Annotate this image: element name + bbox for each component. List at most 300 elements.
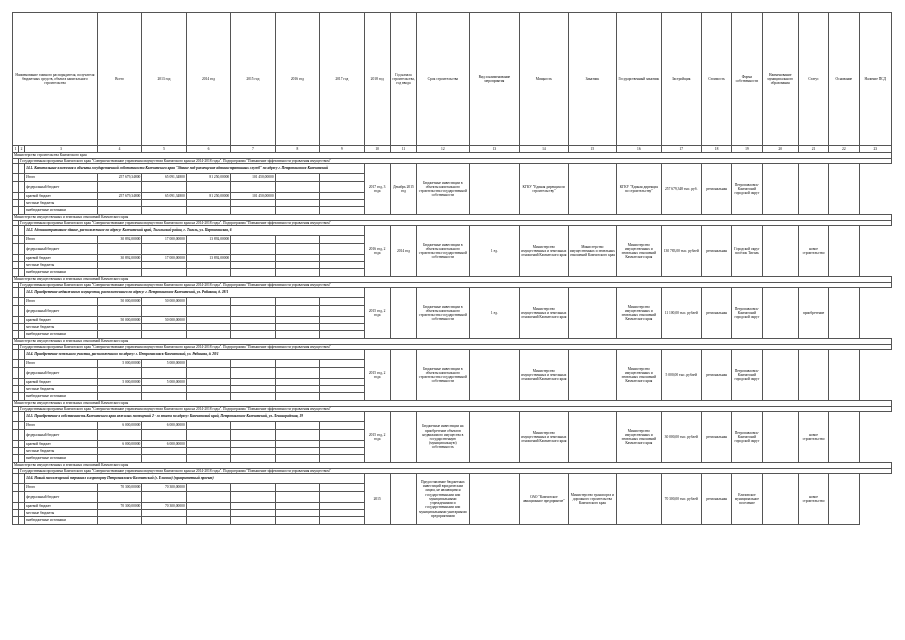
object-number: 14.5. xyxy=(26,414,34,419)
basis-cell xyxy=(798,350,828,401)
object-title-row xyxy=(13,412,892,422)
amount-cell: 13 892,00000 xyxy=(186,236,230,244)
cost-cell: 130 783,00 тыс. рублей xyxy=(661,226,701,277)
column-number: 2 xyxy=(19,146,25,153)
column-number: 7 xyxy=(231,146,275,153)
amount-cell xyxy=(320,441,364,448)
amount-cell xyxy=(231,255,275,262)
amount-cell xyxy=(231,262,275,269)
power-cell: 1 ед. xyxy=(469,288,520,339)
psd-cell xyxy=(829,474,859,525)
amount-cell xyxy=(142,331,186,339)
amount-cell xyxy=(320,262,364,269)
program-title: Государственная программа Камчатского края "Совершенствование управления имуществом Камчатского края на 2014-2018 годы". Подпрограмма "Повышение эффективности управления имуществом" xyxy=(19,468,892,474)
amount-cell xyxy=(275,386,319,393)
amount-cell xyxy=(320,324,364,331)
amount-cell: 81 250,00000 xyxy=(186,174,230,182)
amount-cell: 70 300,00000 xyxy=(97,503,141,510)
amount-cell xyxy=(97,262,141,269)
amount-cell xyxy=(97,207,141,215)
psd-cell xyxy=(829,412,859,463)
customer-cell: Министерство имущественных и земельных отношений Камчатского края xyxy=(520,412,568,463)
amount-cell xyxy=(231,422,275,430)
basis-cell: новое строительство xyxy=(798,412,828,463)
object-title-row xyxy=(13,226,892,236)
amount-cell xyxy=(97,269,141,277)
amount-cell xyxy=(142,306,186,317)
amount-cell xyxy=(186,517,230,525)
state-customer-cell xyxy=(568,288,616,339)
object-title xyxy=(25,474,364,484)
cost-cell: 257 679,348 тыс. руб. xyxy=(661,164,701,215)
amount-cell: 6 000,00000 xyxy=(142,441,186,448)
amount-cell xyxy=(186,441,230,448)
funding-label: краевой бюджет xyxy=(25,503,98,510)
amount-cell xyxy=(231,236,275,244)
funding-label: Итого xyxy=(25,174,98,182)
amount-cell xyxy=(97,492,141,503)
amount-cell xyxy=(142,455,186,463)
amount-cell xyxy=(186,331,230,339)
header-power: Мощность xyxy=(520,13,568,146)
amount-cell xyxy=(142,448,186,455)
amount-cell xyxy=(231,324,275,331)
column-number: 13 xyxy=(469,146,520,153)
amount-cell: 257 679,34800 xyxy=(97,174,141,182)
header-2018: 2018 год xyxy=(364,13,390,146)
amount-cell: 5 000,00000 xyxy=(97,379,141,386)
term-cell xyxy=(390,412,416,463)
header-customer: Заказчик xyxy=(568,13,616,146)
amount-cell: 17 000,00000 xyxy=(142,236,186,244)
amount-cell xyxy=(231,517,275,525)
amount-cell xyxy=(231,298,275,306)
customer-cell: Министерство имущественных и земельных отношений Камчатского края xyxy=(520,350,568,401)
amount-cell xyxy=(320,182,364,193)
header-2015: 2015 год xyxy=(231,13,275,146)
amount-cell: 30 892,00000 xyxy=(97,236,141,244)
column-number: 16 xyxy=(617,146,661,153)
section-title: Министерство строительства Камчатского края xyxy=(13,153,892,159)
amount-cell xyxy=(186,182,230,193)
amount-cell xyxy=(142,430,186,441)
amount-cell: 70 300,00000 xyxy=(97,484,141,492)
object-title xyxy=(25,226,364,236)
header-2014: 2014 год xyxy=(186,13,230,146)
funding-label: местные бюджеты xyxy=(25,262,98,269)
amount-cell xyxy=(275,422,319,430)
amount-cell xyxy=(320,200,364,207)
amount-cell xyxy=(231,368,275,379)
amount-cell xyxy=(142,324,186,331)
amount-cell xyxy=(231,200,275,207)
object-title-row xyxy=(13,164,892,174)
ownership-cell: региональная xyxy=(701,288,731,339)
amount-cell xyxy=(186,269,230,277)
funding-label: федеральный бюджет xyxy=(25,182,98,193)
object-number: 14.1. xyxy=(26,166,34,171)
section-title: Министерство имущественных и земельных отношений Камчатского края xyxy=(13,339,892,345)
municipality-cell: Петропавловск-Камчатский городской округ xyxy=(732,164,762,215)
power-cell: 1 ед. xyxy=(469,226,520,277)
amount-cell xyxy=(275,298,319,306)
funding-label: внебюджетные источники xyxy=(25,331,98,339)
amount-cell xyxy=(275,430,319,441)
header-2013: 2013 год xyxy=(142,13,186,146)
measure-cell: Бюджетные инвестиции в объекты капитального строительства государственной собственности xyxy=(417,226,470,277)
amount-cell xyxy=(275,255,319,262)
column-number: 10 xyxy=(364,146,390,153)
column-number: 18 xyxy=(701,146,731,153)
status-cell xyxy=(762,474,798,525)
amount-cell xyxy=(320,503,364,510)
header-term: Срок строительства xyxy=(417,13,470,146)
municipality-cell: Петропавловск-Камчатский городской округ xyxy=(732,350,762,401)
ownership-cell: региональная xyxy=(701,164,731,215)
amount-cell xyxy=(142,269,186,277)
amount-cell xyxy=(97,324,141,331)
amount-cell xyxy=(231,360,275,368)
funding-label: краевой бюджет xyxy=(25,441,98,448)
state-customer-cell xyxy=(568,412,616,463)
header-measure: Вид и наименование мероприятия xyxy=(469,13,520,146)
basis-cell: приобретение xyxy=(798,288,828,339)
amount-cell xyxy=(97,306,141,317)
column-number: 17 xyxy=(661,146,701,153)
amount-cell xyxy=(97,510,141,517)
amount-cell xyxy=(275,455,319,463)
amount-cell xyxy=(275,317,319,324)
amount-cell xyxy=(186,503,230,510)
customer-cell: КГКУ "Единая дирекция по строительству" xyxy=(520,164,568,215)
amount-cell xyxy=(186,430,230,441)
object-title-row xyxy=(13,474,892,484)
amount-cell xyxy=(142,510,186,517)
amount-cell xyxy=(320,360,364,368)
term-cell xyxy=(390,288,416,339)
header-cost: Стоимость xyxy=(701,13,731,146)
amount-cell: 65 091,34800 xyxy=(142,193,186,200)
amount-cell xyxy=(275,492,319,503)
amount-cell: 70 300,00000 xyxy=(142,503,186,510)
amount-cell xyxy=(320,193,364,200)
column-number: 1 xyxy=(13,146,19,153)
object-name: Приобретение недвижимого имущества, расположенного по адресу: г. Петропавловск-Камчатский, ул. Рябикова, д. 28/1 xyxy=(34,290,229,295)
amount-cell xyxy=(186,360,230,368)
amount-cell xyxy=(231,510,275,517)
amount-cell xyxy=(231,448,275,455)
amount-cell xyxy=(97,430,141,441)
funding-label: Итого xyxy=(25,422,98,430)
amount-cell xyxy=(186,386,230,393)
start-year-cell: 2016 год, 2 года xyxy=(364,226,390,277)
term-cell: 2014 год xyxy=(390,226,416,277)
measure-cell: Предоставление бюджетных инвестиций юридическим лицам, не являющимся государственными или муниципальными учреждениями и государственными или муниципальными унитарными предприятиями xyxy=(417,474,470,525)
object-name: Административное здание, расположенное по адресу: Камчатский край, Тигильский район, с. Тигиль, ул. Партизанская, 6 xyxy=(34,228,232,233)
funding-label: внебюджетные источники xyxy=(25,269,98,277)
ownership-cell: региональная xyxy=(701,474,731,525)
amount-cell xyxy=(231,484,275,492)
amount-cell xyxy=(142,182,186,193)
start-year-cell: 2015 год, 2 года xyxy=(364,288,390,339)
amount-cell xyxy=(231,455,275,463)
object-name: Новый пассажирский терминал в аэропорту Петропавловск-Камчатский (г. Елизово) (приоритетный проект) xyxy=(34,476,214,481)
program-title: Государственная программа Камчатского края "Совершенствование управления имуществом Камчатского края на 2014-2018 годы". Подпрограмма "Повышение эффективности управления имуществом" xyxy=(19,220,892,226)
amount-cell xyxy=(231,306,275,317)
amount-cell xyxy=(320,386,364,393)
column-number: 15 xyxy=(568,146,616,153)
amount-cell xyxy=(142,386,186,393)
column-number: 20 xyxy=(762,146,798,153)
amount-cell xyxy=(231,503,275,510)
amount-cell xyxy=(186,510,230,517)
header-status: Статус xyxy=(798,13,828,146)
amount-cell xyxy=(186,324,230,331)
amount-cell xyxy=(186,368,230,379)
funding-label: внебюджетные источники xyxy=(25,393,98,401)
object-title xyxy=(25,350,364,360)
amount-cell xyxy=(320,269,364,277)
amount-cell: 6 000,00000 xyxy=(97,422,141,430)
amount-cell xyxy=(186,455,230,463)
builder-cell: Министерство имущественных и земельных отношений Камчатского края xyxy=(617,350,661,401)
amount-cell xyxy=(97,331,141,339)
amount-cell: 50 000,00000 xyxy=(142,298,186,306)
section-title: Министерство имущественных и земельных отношений Камчатского края xyxy=(13,401,892,407)
amount-cell xyxy=(231,317,275,324)
amount-cell xyxy=(186,244,230,255)
column-number: 12 xyxy=(417,146,470,153)
header-total: Всего xyxy=(97,13,141,146)
amount-cell xyxy=(320,455,364,463)
amount-cell xyxy=(275,236,319,244)
amount-cell: 70 300,00000 xyxy=(142,484,186,492)
municipality-cell: Елизовское муниципальное поселение xyxy=(732,474,762,525)
builder-cell: Министерство имущественных и земельных отношений Камчатского края xyxy=(617,288,661,339)
object-number: 14.4. xyxy=(26,352,34,357)
cost-cell: 11 100,00 тыс. рублей xyxy=(661,288,701,339)
column-number-row xyxy=(13,146,892,153)
amount-cell xyxy=(186,200,230,207)
header-ownership: Форма собственности xyxy=(732,13,762,146)
amount-cell: 101 450,00000 xyxy=(231,193,275,200)
object-title xyxy=(25,288,364,298)
state-customer-cell xyxy=(568,164,616,215)
status-cell xyxy=(762,412,798,463)
amount-cell xyxy=(97,368,141,379)
amount-cell xyxy=(142,492,186,503)
amount-cell xyxy=(97,386,141,393)
amount-cell xyxy=(275,484,319,492)
amount-cell xyxy=(186,484,230,492)
column-number: 23 xyxy=(859,146,892,153)
amount-cell xyxy=(275,503,319,510)
state-customer-cell: Министерство транспорта и дорожного строительства Камчатского края xyxy=(568,474,616,525)
program-title: Государственная программа Камчатского края "Совершенствование управления имуществом Камчатского края на 2014-2018 годы". Подпрограмма "Повышение эффективности управления имуществом" xyxy=(19,406,892,412)
amount-cell xyxy=(142,207,186,215)
column-number: 9 xyxy=(320,146,364,153)
amount-cell xyxy=(186,306,230,317)
state-customer-cell xyxy=(568,350,616,401)
cost-cell: 70 300,00 тыс. рублей xyxy=(661,474,701,525)
amount-cell xyxy=(231,441,275,448)
funding-label: федеральный бюджет xyxy=(25,244,98,255)
amount-cell xyxy=(275,517,319,525)
power-cell xyxy=(469,350,520,401)
amount-cell xyxy=(142,244,186,255)
amount-cell xyxy=(186,422,230,430)
amount-cell xyxy=(186,492,230,503)
funding-label: федеральный бюджет xyxy=(25,306,98,317)
amount-cell: 101 450,00000 xyxy=(231,174,275,182)
funding-label: внебюджетные источники xyxy=(25,455,98,463)
funding-label: Итого xyxy=(25,298,98,306)
basis-cell: новое строительство xyxy=(798,226,828,277)
amount-cell: 6 000,00000 xyxy=(142,422,186,430)
amount-cell xyxy=(97,182,141,193)
start-year-cell: 2017 год, 3 года xyxy=(364,164,390,215)
funding-label: внебюджетные источники xyxy=(25,207,98,215)
basis-cell xyxy=(798,164,828,215)
term-cell xyxy=(390,474,416,525)
amount-cell xyxy=(320,255,364,262)
amount-cell xyxy=(231,269,275,277)
amount-cell: 50 000,00000 xyxy=(97,298,141,306)
start-year-cell: 2015 xyxy=(364,474,390,525)
header-start-year: Год начала строительства, год ввода xyxy=(390,13,416,146)
amount-cell: 50 000,00000 xyxy=(97,317,141,324)
builder-cell: Министерство имущественных и земельных отношений Камчатского края xyxy=(617,412,661,463)
basis-cell: новое строительство xyxy=(798,474,828,525)
psd-cell xyxy=(829,164,859,215)
funding-label: краевой бюджет xyxy=(25,379,98,386)
header-basis: Основание xyxy=(829,13,859,146)
amount-cell xyxy=(231,393,275,401)
funding-label: краевой бюджет xyxy=(25,317,98,324)
amount-cell xyxy=(231,386,275,393)
psd-cell xyxy=(829,350,859,401)
funding-label: федеральный бюджет xyxy=(25,492,98,503)
status-cell xyxy=(762,288,798,339)
amount-cell xyxy=(320,517,364,525)
amount-cell xyxy=(275,244,319,255)
ownership-cell: региональная xyxy=(701,226,731,277)
amount-cell: 65 091,34800 xyxy=(142,174,186,182)
ownership-cell: региональная xyxy=(701,412,731,463)
amount-cell: 17 000,00000 xyxy=(142,255,186,262)
psd-cell xyxy=(829,226,859,277)
customer-cell: Министерство имущественных и земельных отношений Камчатского края xyxy=(520,226,568,277)
funding-label: федеральный бюджет xyxy=(25,430,98,441)
amount-cell xyxy=(320,379,364,386)
header-name: Наименование главного распорядителя, получателя бюджетных средств, объекта капитального строительства xyxy=(13,13,98,146)
object-title xyxy=(25,164,364,174)
column-number: 21 xyxy=(798,146,828,153)
amount-cell xyxy=(142,200,186,207)
amount-cell xyxy=(97,517,141,525)
funding-label: местные бюджеты xyxy=(25,510,98,517)
funding-label: Итого xyxy=(25,484,98,492)
amount-cell xyxy=(231,492,275,503)
measure-cell: Бюджетные инвестиции в объекты капитального строительства государственной собственности xyxy=(417,350,470,401)
amount-cell xyxy=(231,379,275,386)
amount-cell xyxy=(320,448,364,455)
funding-label: местные бюджеты xyxy=(25,200,98,207)
amount-cell xyxy=(275,207,319,215)
amount-cell xyxy=(275,306,319,317)
object-name: Приобретение земельного участка, расположенного по адресу: г. Петропавловск-Камчатский, ул. Рябикова, д. 28/1 xyxy=(34,352,219,357)
amount-cell xyxy=(275,393,319,401)
measure-cell: Бюджетные инвестиции в объекты капитального строительства государственной собственности xyxy=(417,288,470,339)
psd-cell xyxy=(829,288,859,339)
object-title-row xyxy=(13,350,892,360)
start-year-cell: 2015 год, 2 года xyxy=(364,350,390,401)
amount-cell: 81 250,00000 xyxy=(186,193,230,200)
amount-cell xyxy=(275,174,319,182)
amount-cell xyxy=(275,441,319,448)
funding-label: местные бюджеты xyxy=(25,324,98,331)
amount-cell xyxy=(231,430,275,441)
amount-cell xyxy=(275,324,319,331)
investment-table xyxy=(12,12,892,525)
amount-cell xyxy=(320,236,364,244)
amount-cell xyxy=(186,317,230,324)
section-title: Министерство имущественных и земельных отношений Камчатского края xyxy=(13,463,892,469)
cost-cell: 5 000,00 тыс. рублей xyxy=(661,350,701,401)
amount-cell: 5 000,00000 xyxy=(142,379,186,386)
section-title: Министерство имущественных и земельных отношений Камчатского края xyxy=(13,277,892,283)
amount-cell xyxy=(320,331,364,339)
amount-cell xyxy=(320,484,364,492)
amount-cell: 50 000,00000 xyxy=(142,317,186,324)
builder-cell: КГКУ "Единая дирекция по строительству" xyxy=(617,164,661,215)
amount-cell xyxy=(186,379,230,386)
amount-cell xyxy=(275,269,319,277)
builder-cell xyxy=(617,474,661,525)
amount-cell xyxy=(320,298,364,306)
object-title xyxy=(25,412,364,422)
object-number: 14.6. xyxy=(26,476,34,481)
amount-cell xyxy=(275,182,319,193)
amount-cell xyxy=(186,393,230,401)
column-number: 3 xyxy=(25,146,98,153)
section-title: Министерство имущественных и земельных отношений Камчатского края xyxy=(13,215,892,221)
state-customer-cell: Министерство имущественных и земельных отношений Камчатского края xyxy=(568,226,616,277)
status-cell xyxy=(762,226,798,277)
object-name: Капитальные вложения в объекты государственной собственности Камчатского края "Здание под размещение административных служб" по адресу г. Петропавловск-Камчатский xyxy=(34,166,329,171)
term-cell xyxy=(390,350,416,401)
amount-cell: 13 892,00000 xyxy=(186,255,230,262)
column-number: 8 xyxy=(275,146,319,153)
object-title-row xyxy=(13,288,892,298)
column-number: 11 xyxy=(390,146,416,153)
amount-cell xyxy=(320,492,364,503)
amount-cell xyxy=(142,262,186,269)
funding-label: внебюджетные источники xyxy=(25,517,98,525)
object-name: Приобретение в собственность Камчатского края нежилых помещений 2 - го этажа по адресу: Камчатский край, Петропавловск-Камчатский, ул. Ленинградская, 19 xyxy=(34,414,303,419)
cost-cell: 30 000,00 тыс. рублей xyxy=(661,412,701,463)
amount-cell: 257 679,34800 xyxy=(97,193,141,200)
program-title: Государственная программа Камчатского края "Совершенствование управления имуществом Камчатского края на 2014-2018 годы". Подпрограмма "Повышение эффективности управления имуществом" xyxy=(19,344,892,350)
power-cell xyxy=(469,474,520,525)
amount-cell xyxy=(320,306,364,317)
header-builder: Застройщик xyxy=(661,13,701,146)
status-cell xyxy=(762,350,798,401)
amount-cell xyxy=(97,448,141,455)
amount-cell xyxy=(275,262,319,269)
amount-cell xyxy=(320,422,364,430)
amount-cell xyxy=(97,244,141,255)
